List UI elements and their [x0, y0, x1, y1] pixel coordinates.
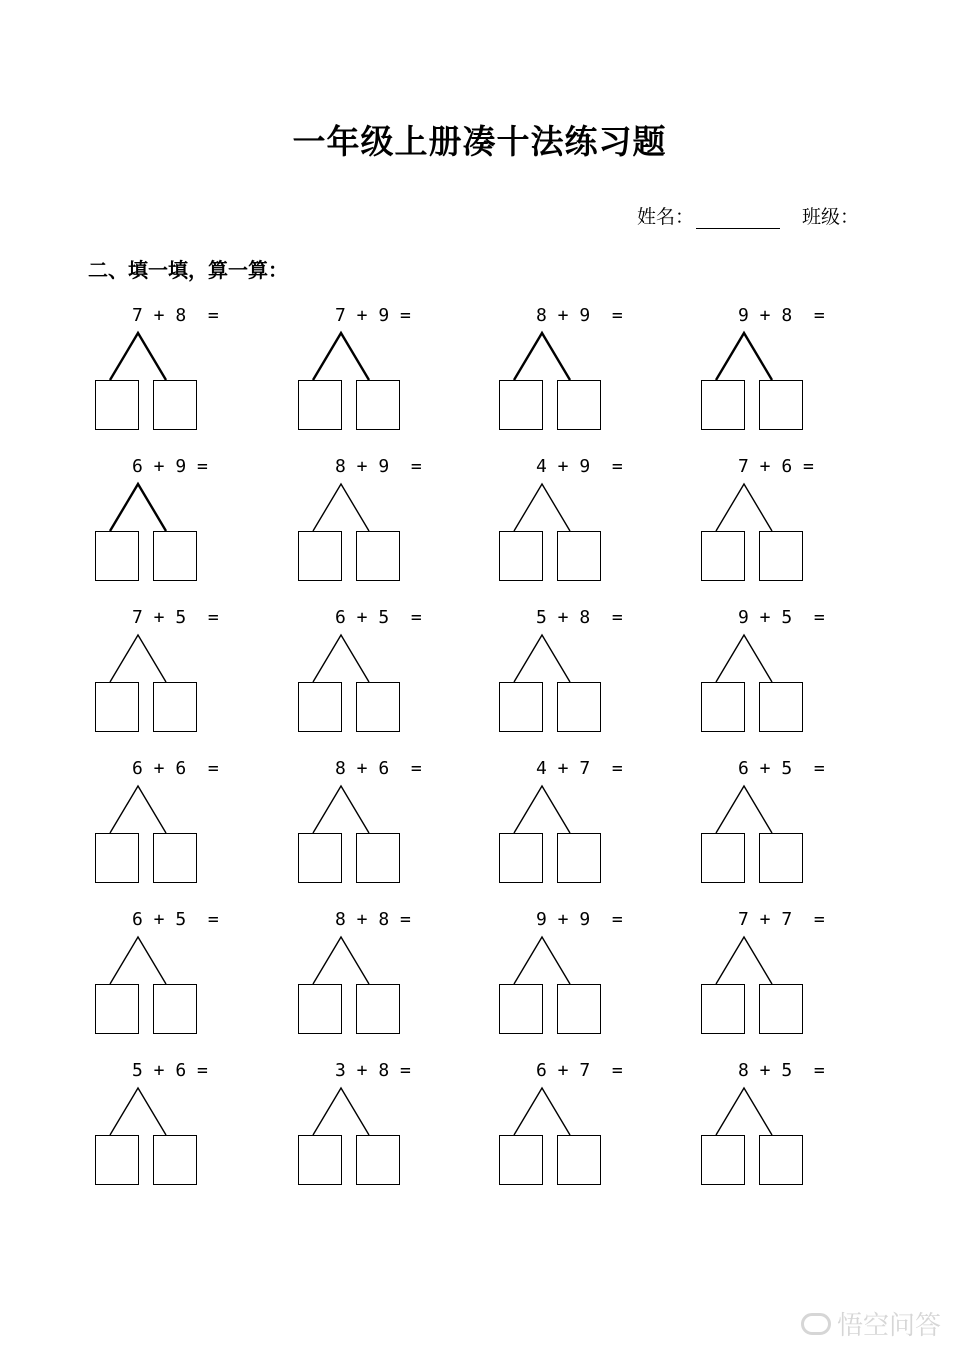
split-branch — [496, 608, 656, 688]
page-title: 一年级上册凑十法练习题 — [292, 122, 667, 161]
split-branch — [698, 1061, 858, 1141]
answer-box-left[interactable] — [701, 380, 745, 430]
student-info — [637, 202, 859, 229]
problem-item — [295, 608, 455, 748]
problem-item — [92, 759, 252, 899]
answer-box-right[interactable] — [356, 682, 400, 732]
equation: 4 + 7 = — [536, 758, 623, 779]
equation: 7 + 6 = — [738, 456, 814, 477]
problem-item — [295, 759, 455, 899]
answer-box-right[interactable] — [557, 682, 601, 732]
split-branch — [496, 910, 656, 990]
answer-box-left[interactable] — [95, 1135, 139, 1185]
class-label: 班级： — [801, 206, 859, 228]
name-label: 姓名： — [636, 206, 694, 228]
answer-box-right[interactable] — [557, 380, 601, 430]
answer-box-right[interactable] — [356, 1135, 400, 1185]
problem-item — [295, 1061, 455, 1201]
answer-box-left[interactable] — [701, 984, 745, 1034]
equation: 8 + 9 = — [335, 456, 422, 477]
answer-box-right[interactable] — [557, 833, 601, 883]
split-branch — [295, 1061, 455, 1141]
split-branch — [92, 608, 252, 688]
equation: 9 + 8 = — [738, 305, 825, 326]
problem-item — [496, 1061, 656, 1201]
speech-bubble-icon — [801, 1313, 831, 1335]
answer-box-left[interactable] — [499, 380, 543, 430]
answer-box-right[interactable] — [356, 531, 400, 581]
split-branch — [92, 306, 252, 386]
equation: 5 + 6 = — [132, 1060, 208, 1081]
answer-box-left[interactable] — [298, 984, 342, 1034]
answer-box-right[interactable] — [759, 984, 803, 1034]
answer-box-right[interactable] — [153, 682, 197, 732]
answer-box-left[interactable] — [95, 531, 139, 581]
split-branch — [295, 910, 455, 990]
problem-item — [295, 910, 455, 1050]
split-branch — [92, 759, 252, 839]
split-branch — [92, 1061, 252, 1141]
split-branch — [295, 759, 455, 839]
answer-box-left[interactable] — [95, 682, 139, 732]
problem-item — [698, 910, 858, 1050]
answer-box-right[interactable] — [759, 531, 803, 581]
equation: 7 + 7 = — [738, 909, 825, 930]
split-branch — [496, 759, 656, 839]
answer-box-left[interactable] — [499, 531, 543, 581]
answer-box-left[interactable] — [701, 1135, 745, 1185]
split-branch — [496, 1061, 656, 1141]
answer-box-right[interactable] — [557, 531, 601, 581]
answer-box-left[interactable] — [499, 1135, 543, 1185]
equation: 8 + 6 = — [335, 758, 422, 779]
answer-box-right[interactable] — [759, 1135, 803, 1185]
problem-item — [92, 910, 252, 1050]
answer-box-left[interactable] — [298, 833, 342, 883]
problem-item — [496, 759, 656, 899]
equation: 8 + 8 = — [335, 909, 411, 930]
problem-item — [496, 457, 656, 597]
problem-item — [698, 608, 858, 748]
answer-box-left[interactable] — [701, 531, 745, 581]
problem-item — [496, 306, 656, 446]
equation: 7 + 8 = — [132, 305, 219, 326]
split-branch — [698, 306, 858, 386]
equation: 3 + 8 = — [335, 1060, 411, 1081]
answer-box-right[interactable] — [153, 833, 197, 883]
equation: 8 + 9 = — [536, 305, 623, 326]
split-branch — [698, 910, 858, 990]
equation: 6 + 5 = — [132, 909, 219, 930]
watermark-text: 悟空问答 — [836, 1311, 941, 1341]
split-branch — [295, 608, 455, 688]
equation: 6 + 5 = — [335, 607, 422, 628]
answer-box-right[interactable] — [759, 833, 803, 883]
name-blank[interactable] — [696, 208, 780, 229]
split-branch — [496, 306, 656, 386]
problem-item — [496, 910, 656, 1050]
split-branch — [698, 608, 858, 688]
problem-item — [92, 1061, 252, 1201]
equation: 6 + 7 = — [536, 1060, 623, 1081]
split-branch — [698, 759, 858, 839]
answer-box-left[interactable] — [95, 380, 139, 430]
problem-item — [92, 306, 252, 446]
answer-box-right[interactable] — [557, 1135, 601, 1185]
answer-box-left[interactable] — [298, 531, 342, 581]
split-branch — [295, 306, 455, 386]
answer-box-left[interactable] — [298, 682, 342, 732]
problem-item — [698, 759, 858, 899]
equation: 6 + 9 = — [132, 456, 208, 477]
split-branch — [698, 457, 858, 537]
answer-box-left[interactable] — [95, 984, 139, 1034]
problem-item — [698, 306, 858, 446]
equation: 6 + 6 = — [132, 758, 219, 779]
equation: 7 + 9 = — [335, 305, 411, 326]
split-branch — [496, 457, 656, 537]
answer-box-left[interactable] — [298, 380, 342, 430]
equation: 5 + 8 = — [536, 607, 623, 628]
problem-item — [698, 1061, 858, 1201]
problem-item — [496, 608, 656, 748]
equation: 9 + 5 = — [738, 607, 825, 628]
equation: 4 + 9 = — [536, 456, 623, 477]
answer-box-right[interactable] — [759, 682, 803, 732]
answer-box-left[interactable] — [298, 1135, 342, 1185]
answer-box-left[interactable] — [499, 984, 543, 1034]
problem-item — [92, 457, 252, 597]
equation: 6 + 5 = — [738, 758, 825, 779]
answer-box-left[interactable] — [499, 682, 543, 732]
split-branch — [92, 910, 252, 990]
problem-item — [295, 457, 455, 597]
answer-box-left[interactable] — [701, 833, 745, 883]
equation: 8 + 5 = — [738, 1060, 825, 1081]
problem-item — [295, 306, 455, 446]
equation: 7 + 5 = — [132, 607, 219, 628]
section-heading: 二、填一填，算一算： — [88, 258, 288, 282]
answer-box-right[interactable] — [557, 984, 601, 1034]
answer-box-right[interactable] — [356, 984, 400, 1034]
problem-item — [698, 457, 858, 597]
equation: 9 + 9 = — [536, 909, 623, 930]
answer-box-left[interactable] — [701, 682, 745, 732]
answer-box-right[interactable] — [356, 833, 400, 883]
answer-box-right[interactable] — [153, 984, 197, 1034]
answer-box-right[interactable] — [759, 380, 803, 430]
answer-box-right[interactable] — [153, 1135, 197, 1185]
answer-box-left[interactable] — [95, 833, 139, 883]
split-branch — [295, 457, 455, 537]
problem-item — [92, 608, 252, 748]
answer-box-right[interactable] — [356, 380, 400, 430]
answer-box-right[interactable] — [153, 380, 197, 430]
watermark — [801, 1305, 941, 1342]
split-branch — [92, 457, 252, 537]
answer-box-right[interactable] — [153, 531, 197, 581]
answer-box-left[interactable] — [499, 833, 543, 883]
